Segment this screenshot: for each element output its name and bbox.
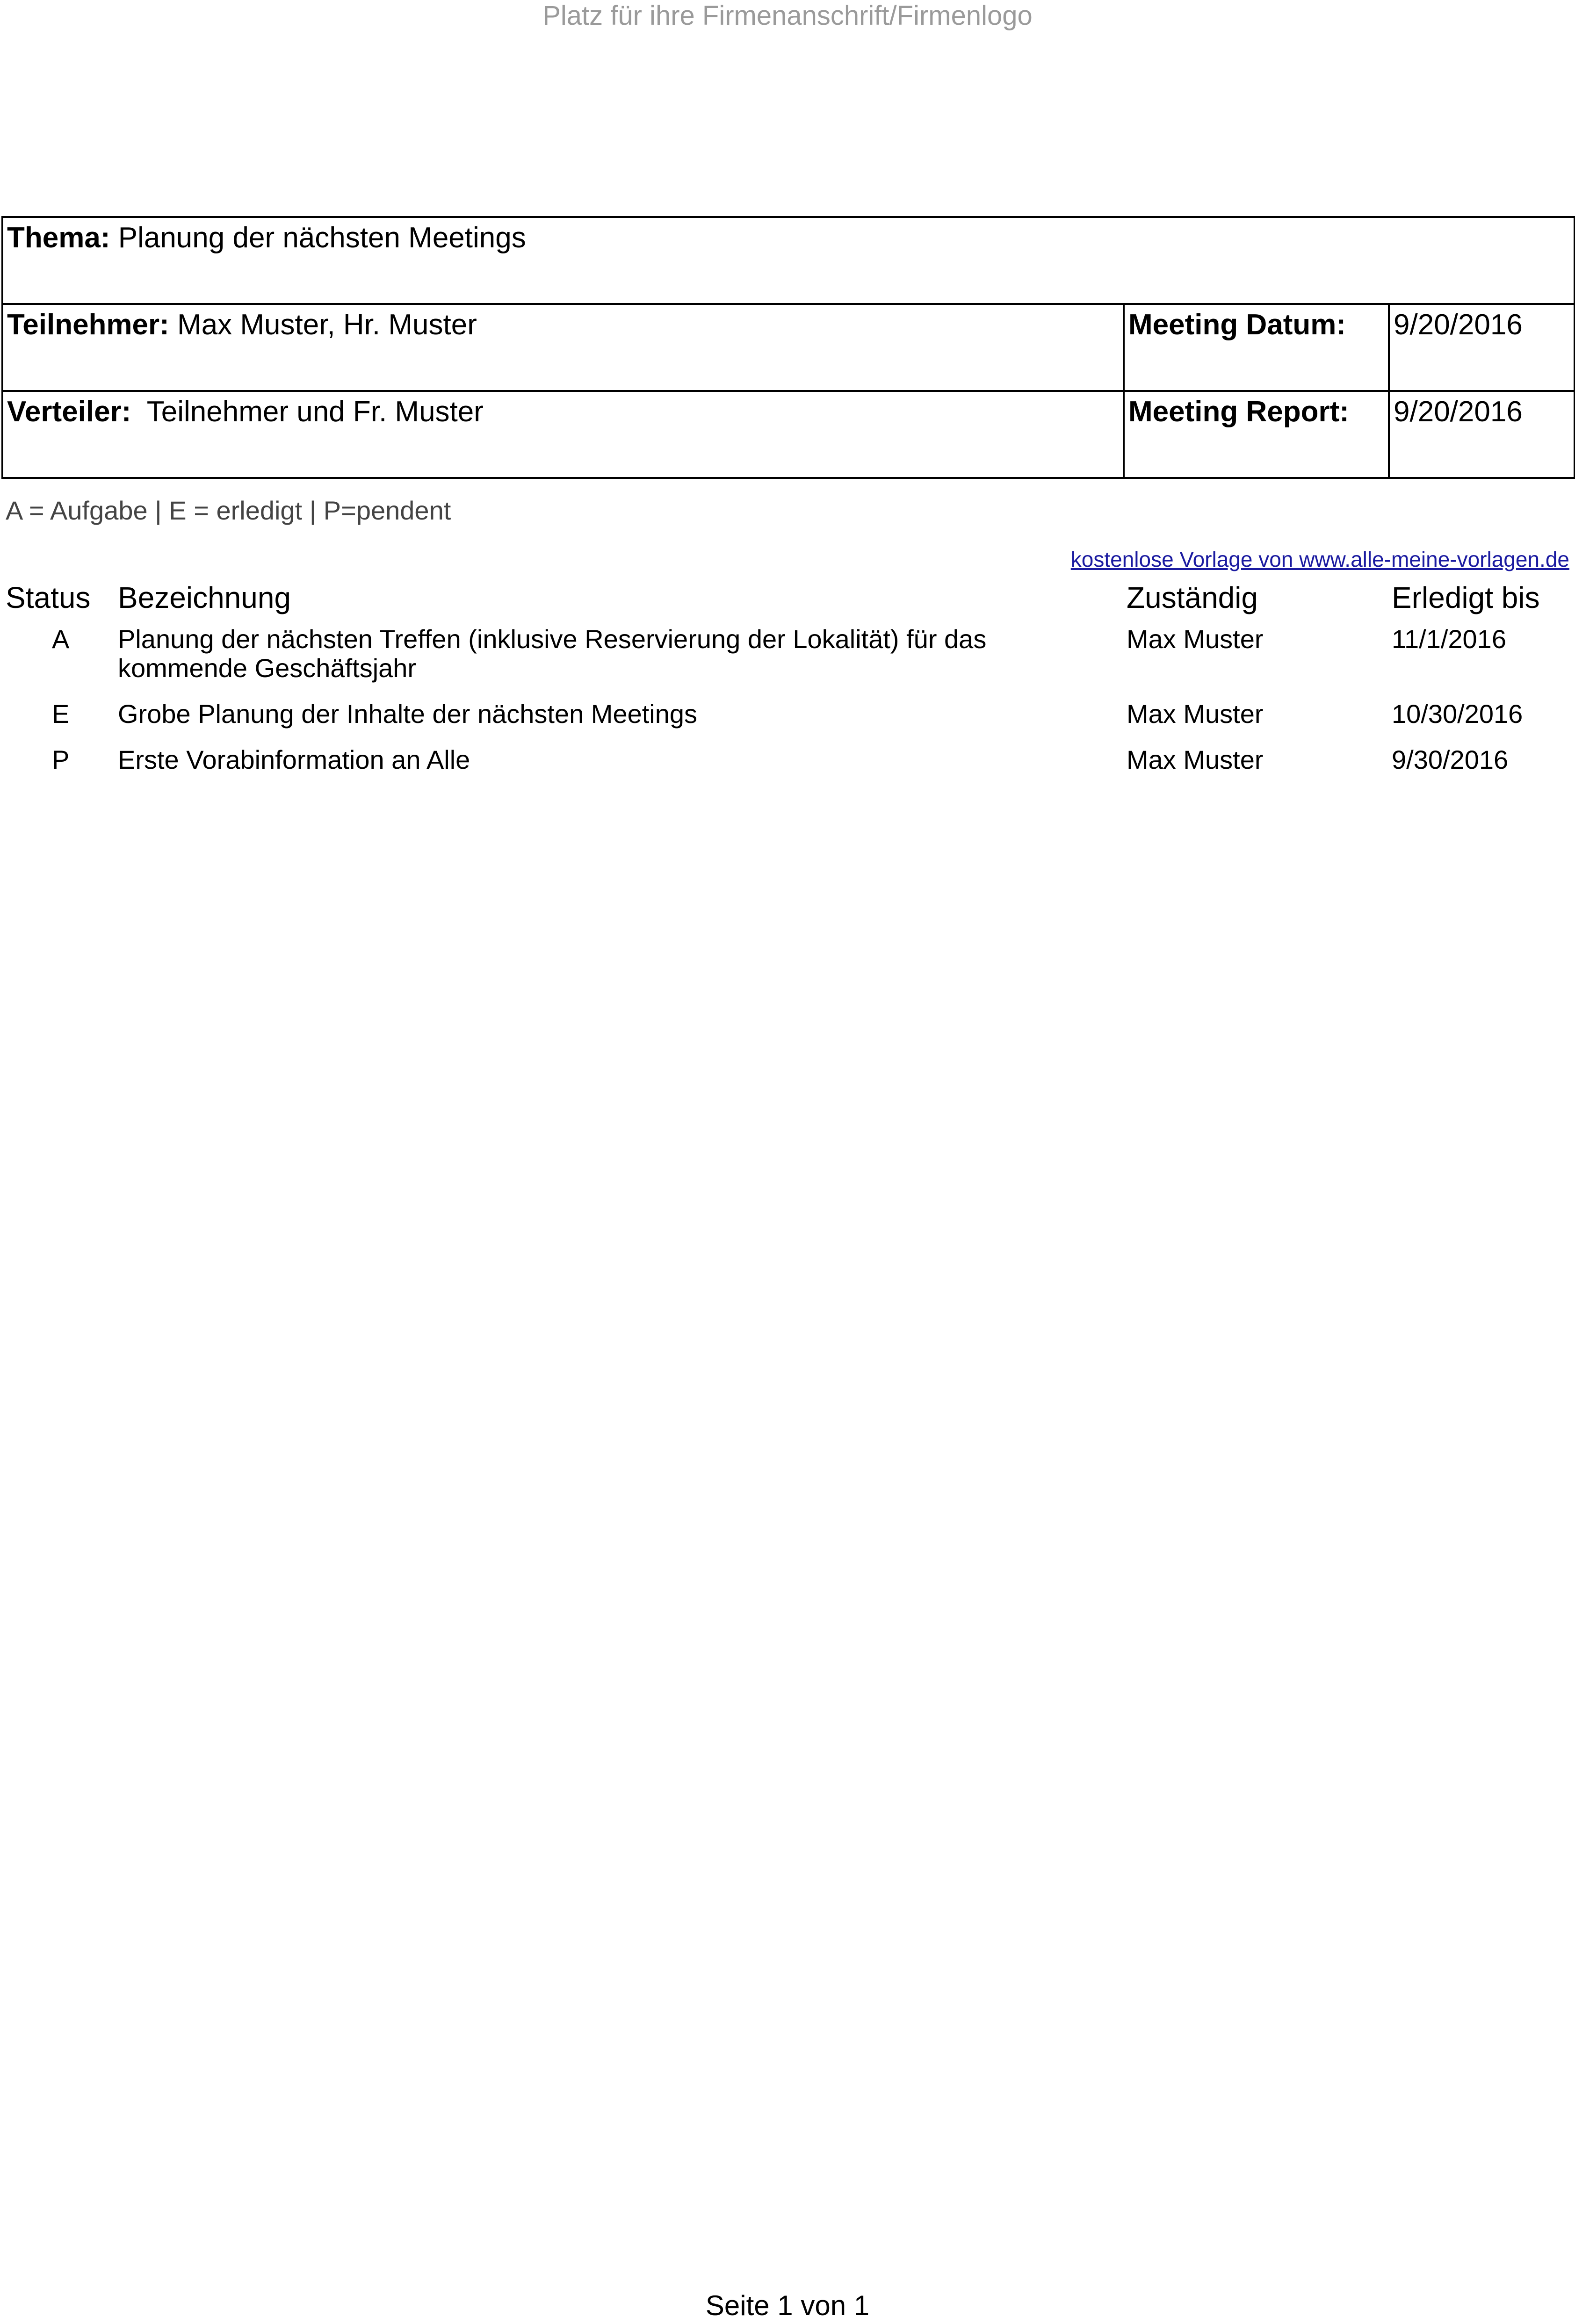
- task-list-header: [1, 580, 1574, 625]
- teilnehmer-row: [2, 304, 1575, 391]
- verteiler-row: [2, 391, 1575, 478]
- task-status: A: [52, 624, 70, 654]
- thema-cell: [2, 217, 1575, 304]
- meeting-datum-label-cell: [1124, 304, 1389, 391]
- task-row: [1, 745, 1574, 791]
- verteiler-value: Teilnehmer und Fr. Muster: [146, 396, 484, 428]
- task-due-date: 11/1/2016: [1392, 624, 1506, 654]
- status-legend: A = Aufgabe | E = erledigt | P=pendent: [6, 496, 451, 525]
- teilnehmer-value: Max Muster, Hr. Muster: [177, 309, 477, 341]
- header-status: Status: [6, 581, 91, 614]
- page-number: Seite 1 von 1: [705, 2290, 870, 2321]
- header-description: Bezeichnung: [118, 581, 291, 614]
- task-responsible: Max Muster: [1127, 624, 1264, 654]
- header-due-date: Erledigt bis: [1392, 581, 1540, 614]
- task-row: [1, 700, 1574, 745]
- company-logo-placeholder: Platz für ihre Firmenanschrift/Firmenlogo: [542, 0, 1033, 31]
- task-responsible: Max Muster: [1127, 699, 1264, 729]
- task-list: [1, 580, 1574, 791]
- meeting-datum-value: 9/20/2016: [1394, 309, 1523, 341]
- task-description: Grobe Planung der Inhalte der nächsten Meetings: [118, 699, 698, 729]
- task-due-date: 9/30/2016: [1392, 745, 1509, 774]
- thema-value: Planung der nächsten Meetings: [118, 222, 526, 254]
- thema-label: Thema:: [7, 222, 110, 254]
- meeting-report-label: Meeting Report:: [1128, 396, 1349, 428]
- task-description: Erste Vorabinformation an Alle: [118, 745, 470, 774]
- meeting-info-table: [1, 216, 1575, 479]
- meeting-report-value-cell: [1389, 391, 1575, 478]
- meeting-datum-value-cell: [1389, 304, 1575, 391]
- teilnehmer-label: Teilnehmer:: [7, 309, 169, 341]
- verteiler-cell: [2, 391, 1124, 478]
- teilnehmer-cell: [2, 304, 1124, 391]
- task-responsible: Max Muster: [1127, 745, 1264, 774]
- task-row: [1, 625, 1574, 700]
- verteiler-label: Verteiler:: [7, 396, 131, 428]
- task-description: Planung der nächsten Treffen (inklusive Reservierung der Lokalität) für das kommende Geschäftsjahr: [118, 624, 987, 683]
- meeting-datum-label: Meeting Datum:: [1128, 309, 1346, 341]
- template-credit-link[interactable]: kostenlose Vorlage von www.alle-meine-vorlagen.de: [1070, 547, 1569, 571]
- task-status: P: [52, 745, 70, 774]
- meeting-report-value: 9/20/2016: [1394, 396, 1523, 428]
- meeting-report-label-cell: [1124, 391, 1389, 478]
- task-due-date: 10/30/2016: [1392, 699, 1523, 729]
- thema-row: [2, 217, 1575, 304]
- header-responsible: Zuständig: [1127, 581, 1258, 614]
- task-status: E: [52, 699, 70, 729]
